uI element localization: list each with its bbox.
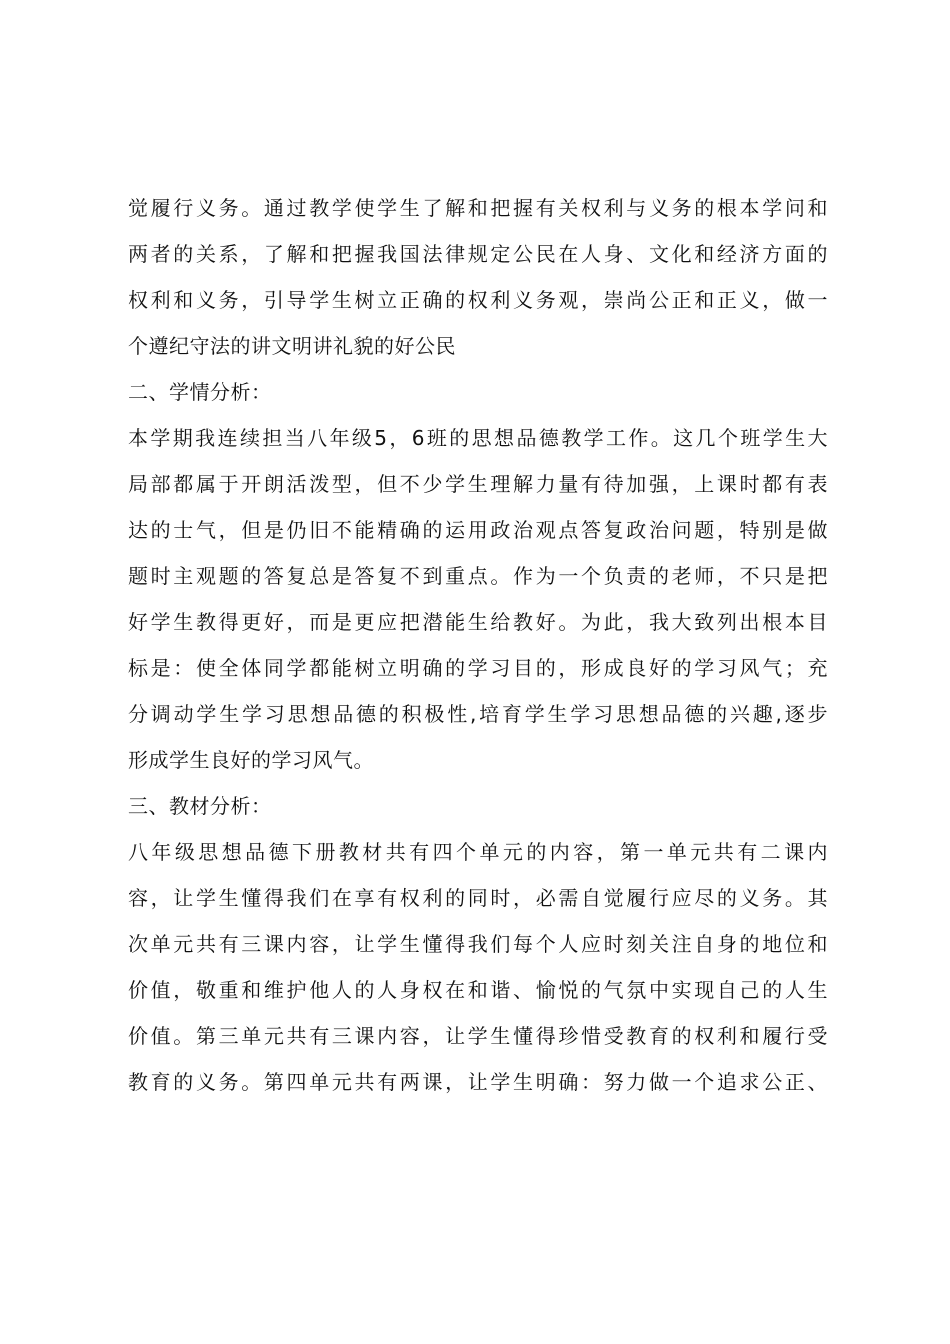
text-line: 价值。第三单元共有三课内容，让学生懂得珍惜受教育的权利和履行受 (128, 1024, 828, 1048)
text-line: 个遵纪守法的讲文明讲礼貌的好公民 (128, 334, 456, 358)
text-line: 本学期我连续担当八年级5，6班的思想品德教学工作。这几个班学生大 (128, 426, 828, 450)
section-heading-textbook-analysis: 三、教材分析： (128, 794, 272, 818)
section-heading-student-analysis: 二、学情分析： (128, 380, 272, 404)
text-line: 两者的关系，了解和把握我国法律规定公民在人身、文化和经济方面的 (128, 242, 828, 266)
document-body (128, 185, 828, 1105)
text-line: 价值，敬重和维护他人的人身权在和谐、愉悦的气氛中实现自己的人生 (128, 978, 828, 1002)
text-line: 次单元共有三课内容，让学生懂得我们每个人应时刻关注自身的地位和 (128, 932, 828, 956)
text-line: 容，让学生懂得我们在享有权利的同时，必需自觉履行应尽的义务。其 (128, 886, 828, 910)
text-line: 觉履行义务。通过教学使学生了解和把握有关权利与义务的根本学问和 (128, 196, 828, 220)
text-line: 八年级思想品德下册教材共有四个单元的内容，第一单元共有二课内 (128, 840, 828, 864)
text-line: 局部都属于开朗活泼型，但不少学生理解力量有待加强，上课时都有表 (128, 472, 828, 496)
text-line: 好学生教得更好，而是更应把潜能生给教好。为此，我大致列出根本目 (128, 610, 828, 634)
text-line: 达的士气，但是仍旧不能精确的运用政治观点答复政治问题，特别是做 (128, 518, 828, 542)
text-line: 分调动学生学习思想品德的积极性,培育学生学习思想品德的兴趣,逐步 (128, 702, 828, 726)
text-line: 题时主观题的答复总是答复不到重点。作为一个负责的老师，不只是把 (128, 564, 828, 588)
text-line: 权利和义务，引导学生树立正确的权利义务观，崇尚公正和正义，做一 (128, 288, 828, 312)
text-line: 标是：使全体同学都能树立明确的学习目的，形成良好的学习风气；充 (128, 656, 828, 680)
text-line: 形成学生良好的学习风气。 (128, 748, 374, 772)
text-line: 教育的义务。第四单元共有两课，让学生明确：努力做一个追求公正、 (128, 1070, 828, 1094)
